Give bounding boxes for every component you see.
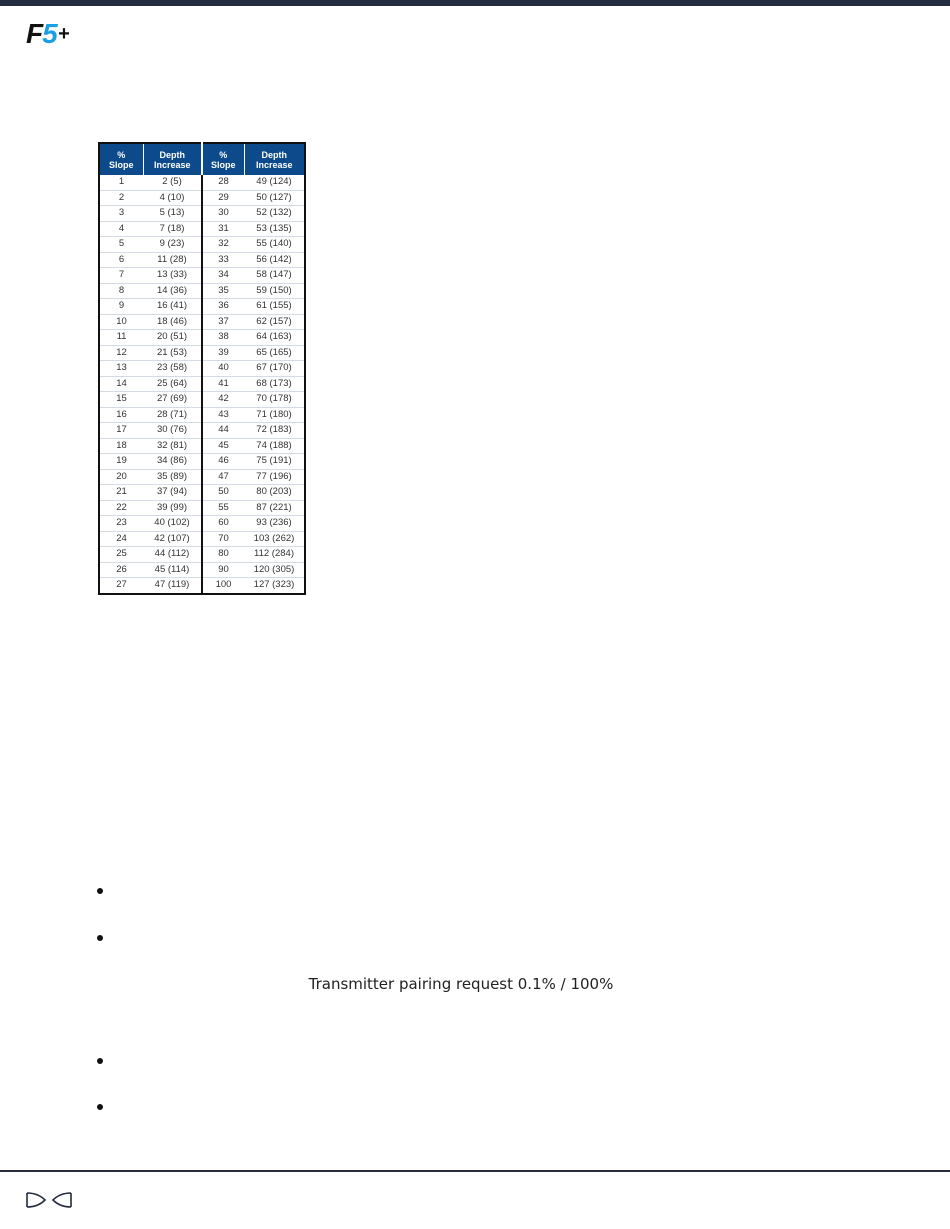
slope-cell: 46: [202, 454, 244, 470]
table-row: [99, 516, 305, 532]
depth-cell: 74 (188): [244, 438, 305, 454]
table-row: [99, 423, 305, 439]
slope-cell: 1: [99, 175, 143, 190]
slope-cell: 11: [99, 330, 143, 346]
slope-cell: 29: [202, 190, 244, 206]
slope-cell: 22: [99, 500, 143, 516]
slope-cell: 60: [202, 516, 244, 532]
bullet-point: [97, 888, 103, 894]
slope-cell: 18: [99, 438, 143, 454]
table-body: [99, 175, 305, 594]
slope-cell: 8: [99, 283, 143, 299]
slope-cell: 28: [202, 175, 244, 190]
slope-cell: 34: [202, 268, 244, 284]
top-header-bar: [0, 0, 950, 6]
table-row: [99, 330, 305, 346]
slope-cell: 42: [202, 392, 244, 408]
depth-cell: 53 (135): [244, 221, 305, 237]
depth-cell: 65 (165): [244, 345, 305, 361]
depth-cell: 75 (191): [244, 454, 305, 470]
bullet-point: [97, 935, 103, 941]
depth-cell: 112 (284): [244, 547, 305, 563]
slope-cell: 38: [202, 330, 244, 346]
depth-cell: 42 (107): [143, 531, 202, 547]
logo-letter-f: F: [26, 18, 43, 49]
depth-cell: 32 (81): [143, 438, 202, 454]
header-depth-1: Depth Increase: [143, 143, 202, 175]
table-row: [99, 206, 305, 222]
depth-cell: 120 (305): [244, 562, 305, 578]
depth-cell: 103 (262): [244, 531, 305, 547]
depth-cell: 55 (140): [244, 237, 305, 253]
table-row: [99, 376, 305, 392]
table-row: [99, 299, 305, 315]
table-row: [99, 438, 305, 454]
dci-logo-icon: [26, 1190, 72, 1210]
table-row: [99, 547, 305, 563]
slope-cell: 25: [99, 547, 143, 563]
slope-depth-table: [98, 142, 306, 595]
depth-cell: 30 (76): [143, 423, 202, 439]
slope-cell: 55: [202, 500, 244, 516]
depth-cell: 7 (18): [143, 221, 202, 237]
depth-cell: 93 (236): [244, 516, 305, 532]
slope-cell: 90: [202, 562, 244, 578]
pairing-status-text: Transmitter pairing request 0.1% / 100%: [308, 975, 614, 993]
depth-cell: 44 (112): [143, 547, 202, 563]
slope-cell: 13: [99, 361, 143, 377]
depth-cell: 23 (58): [143, 361, 202, 377]
slope-cell: 32: [202, 237, 244, 253]
depth-cell: 21 (53): [143, 345, 202, 361]
table-row: [99, 237, 305, 253]
depth-cell: 56 (142): [244, 252, 305, 268]
slope-cell: 40: [202, 361, 244, 377]
depth-cell: 61 (155): [244, 299, 305, 315]
slope-cell: 6: [99, 252, 143, 268]
depth-cell: 62 (157): [244, 314, 305, 330]
depth-cell: 80 (203): [244, 485, 305, 501]
slope-cell: 33: [202, 252, 244, 268]
depth-cell: 18 (46): [143, 314, 202, 330]
depth-cell: 25 (64): [143, 376, 202, 392]
slope-cell: 16: [99, 407, 143, 423]
depth-cell: 5 (13): [143, 206, 202, 222]
depth-cell: 71 (180): [244, 407, 305, 423]
header-slope-2: % Slope: [202, 143, 244, 175]
slope-cell: 5: [99, 237, 143, 253]
depth-cell: 40 (102): [143, 516, 202, 532]
slope-cell: 17: [99, 423, 143, 439]
depth-cell: 50 (127): [244, 190, 305, 206]
slope-cell: 70: [202, 531, 244, 547]
depth-cell: 58 (147): [244, 268, 305, 284]
slope-cell: 31: [202, 221, 244, 237]
bullet-point: [97, 1104, 103, 1110]
slope-cell: 2: [99, 190, 143, 206]
depth-cell: 13 (33): [143, 268, 202, 284]
table-row: [99, 485, 305, 501]
slope-cell: 4: [99, 221, 143, 237]
footer-divider: [0, 1170, 950, 1172]
depth-cell: 127 (323): [253, 579, 295, 590]
logo-digit-five: 5: [42, 18, 57, 49]
table-row: [99, 190, 305, 206]
table-row: [99, 392, 305, 408]
header-depth-2: Depth Increase: [244, 143, 305, 175]
slope-cell: 36: [202, 299, 244, 315]
slope-cell: 19: [99, 454, 143, 470]
table-row: [99, 252, 305, 268]
depth-cell: 2 (5): [143, 175, 202, 190]
table-row: [99, 578, 305, 594]
table-row: [99, 175, 305, 190]
slope-cell: 10: [99, 314, 143, 330]
depth-cell: 67 (170): [244, 361, 305, 377]
f5-plus-logo: [26, 19, 68, 49]
slope-cell: 24: [99, 531, 143, 547]
slope-cell: 50: [202, 485, 244, 501]
depth-cell: 72 (183): [244, 423, 305, 439]
slope-cell: 100: [215, 579, 232, 590]
depth-cell: 45 (114): [143, 562, 202, 578]
table-row: [99, 283, 305, 299]
slope-cell: 14: [99, 376, 143, 392]
slope-cell: 39: [202, 345, 244, 361]
table-row: [99, 407, 305, 423]
slope-cell: 43: [202, 407, 244, 423]
slope-cell: 44: [202, 423, 244, 439]
depth-cell: 47 (119): [143, 578, 202, 594]
slope-cell: 12: [99, 345, 143, 361]
header-slope-1: % Slope: [99, 143, 143, 175]
depth-cell: 35 (89): [143, 469, 202, 485]
logo-plus: +: [57, 23, 69, 45]
slope-cell: 45: [202, 438, 244, 454]
depth-cell: 68 (173): [244, 376, 305, 392]
slope-cell: 47: [202, 469, 244, 485]
slope-cell: 15: [99, 392, 143, 408]
table-row: [99, 221, 305, 237]
depth-cell: 20 (51): [143, 330, 202, 346]
slope-cell: 23: [99, 516, 143, 532]
slope-cell: 30: [202, 206, 244, 222]
slope-cell: 20: [99, 469, 143, 485]
depth-cell: 34 (86): [143, 454, 202, 470]
depth-cell: 59 (150): [244, 283, 305, 299]
slope-cell: 21: [99, 485, 143, 501]
depth-cell: 70 (178): [244, 392, 305, 408]
slope-cell: 27: [116, 579, 127, 590]
depth-cell: 9 (23): [143, 237, 202, 253]
table-row: [99, 469, 305, 485]
table-row: [99, 454, 305, 470]
table-row: [99, 268, 305, 284]
depth-cell: 49 (124): [244, 175, 305, 190]
depth-cell: 52 (132): [244, 206, 305, 222]
slope-cell: 37: [202, 314, 244, 330]
slope-cell: 3: [99, 206, 143, 222]
depth-cell: 27 (69): [143, 392, 202, 408]
depth-cell: 39 (99): [143, 500, 202, 516]
depth-cell: 14 (36): [143, 283, 202, 299]
depth-cell: 11 (28): [143, 252, 202, 268]
slope-cell: 26: [99, 562, 143, 578]
table-row: [99, 562, 305, 578]
slope-cell: 41: [202, 376, 244, 392]
table-header-row: [99, 143, 305, 175]
depth-cell: 28 (71): [143, 407, 202, 423]
table-row: [99, 531, 305, 547]
slope-cell: 35: [202, 283, 244, 299]
slope-cell: 7: [99, 268, 143, 284]
slope-cell: 80: [202, 547, 244, 563]
table-row: [99, 314, 305, 330]
depth-cell: 77 (196): [244, 469, 305, 485]
table-row: [99, 500, 305, 516]
table-row: [99, 361, 305, 377]
table-row: [99, 345, 305, 361]
bullet-point: [97, 1058, 103, 1064]
depth-cell: 37 (94): [143, 485, 202, 501]
depth-cell: 4 (10): [143, 190, 202, 206]
slope-cell: 9: [99, 299, 143, 315]
depth-cell: 87 (221): [244, 500, 305, 516]
depth-cell: 64 (163): [244, 330, 305, 346]
depth-cell: 16 (41): [143, 299, 202, 315]
